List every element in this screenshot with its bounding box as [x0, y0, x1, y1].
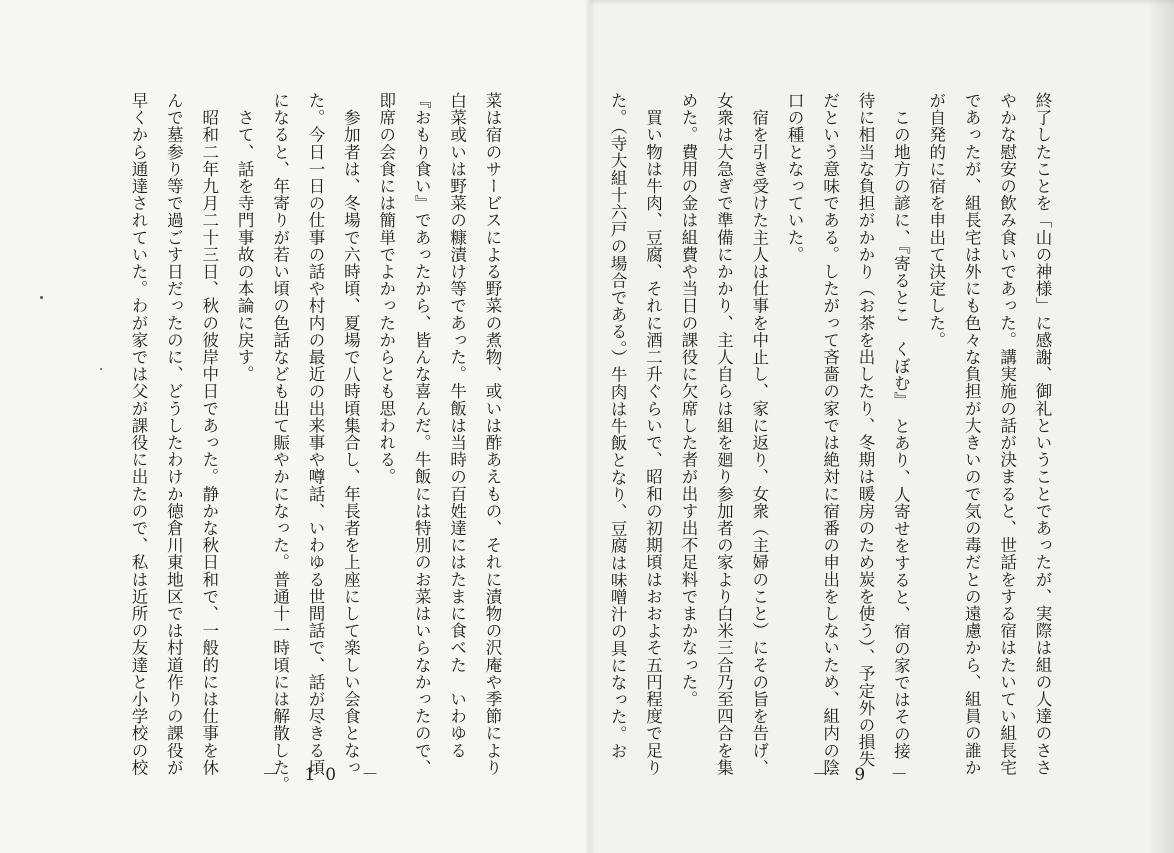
- text-line: やかな慰安の飲み食いであった。講実施の話が決まると、世話をする宿はたいてい組長宅: [997, 92, 1017, 776]
- text-line: さて、話を寺門事故の本論に戻す。: [235, 92, 255, 383]
- text-line: が自発的に宿を申出て決定した。: [926, 92, 946, 349]
- text-line: 菜は宿のサービスによる野菜の煮物、或いは酢あえもの、それに漬物の沢庵や季節により: [483, 92, 502, 776]
- text-line: 昭和二年九月二十三日、秋の彼岸中日であった。静かな秋日和で、一般的には仕事を休: [199, 92, 219, 776]
- text-line: 女衆は大急ぎで準備にかかり、主人自らは組を廻り参加者の家より白米三合乃至四合を集: [714, 92, 734, 776]
- text-line: だという意味である。したがって吝嗇の家では絶対に宿番の申出をしないため、組内の陰: [820, 92, 840, 776]
- page-top-shadow: [590, 0, 1174, 6]
- text-line: んで墓参り等で過ごす日だったのに、どうしたわけか徳倉川東地区では村道作りの課役が: [164, 92, 184, 776]
- text-line: 早くから通達されていた。わが家では父が課役に出たので、私は近所の友達と小学校の校: [128, 92, 148, 776]
- book-gutter: [586, 0, 594, 853]
- text-line: 口の種となっていた。: [785, 92, 805, 263]
- scan-speck: [100, 368, 102, 370]
- text-line: た。（寺大組十六戸の場合である。）牛肉は牛飯となり、豆腐は味噌汁の具になった。お: [608, 92, 628, 760]
- page-number-9: － 9 －: [812, 765, 918, 785]
- page-edge-shadow: [1148, 0, 1174, 853]
- right-page-body: [608, 92, 1060, 776]
- text-line: 参加者は、冬場で六時頃、夏場で八時頃集合し、年長者を上座にして楽しい会食となっ: [341, 92, 361, 776]
- text-line: 即席の会食には簡単でよかったからとも思われる。: [376, 92, 396, 486]
- text-line: めた。費用の金は組費や当日の課役に欠席した者が出す出不足料でまかなった。: [678, 92, 698, 708]
- scan-speck: [40, 296, 43, 299]
- text-line: であったが、組長宅は外にも色々な負担が大きいので気の毒だとの遠慮から、組員の誰か: [962, 92, 982, 776]
- text-line: 待に相当な負担がかかり（お茶を出したり、冬期は暖房のため炭を使う）、予定外の損失: [855, 92, 875, 768]
- text-line: 宿を引き受けた主人は仕事を中止し、家に返り、女衆（主婦のこと）にその旨を告げ、: [749, 92, 769, 776]
- text-line: 買い物は牛肉、豆腐、それに酒二升ぐらいで、昭和の初期頃はおおよそ五円程度で足り: [643, 92, 663, 776]
- text-line: 終了したことを「山の神様」に感謝、御礼ということであったが、実際は組の人達のささ: [1033, 92, 1052, 776]
- text-line: た。今日一日の仕事の話や村内の最近の出来事や噂話、いわゆる世間話で、話が尽きる頃: [305, 92, 325, 776]
- text-line: 白菜或いは野菜の糠漬け等であった。牛飯は当時の百姓達にはたまに食べた いわゆる: [447, 92, 467, 759]
- page-number-10: － 10 －: [262, 765, 389, 785]
- text-line: この地方の諺に、『寄るとこ くぼむ』 とあり、人寄せをすると、宿の家ではその接: [891, 92, 911, 760]
- text-line: 『おもり食い』であったから、皆んな喜んだ。牛飯には特別のお菜はいらなかったので、: [412, 92, 432, 776]
- text-line: になると、年寄りが若い頃の色話なども出て賑やかになった。普通十一時頃には解散した。: [270, 92, 290, 794]
